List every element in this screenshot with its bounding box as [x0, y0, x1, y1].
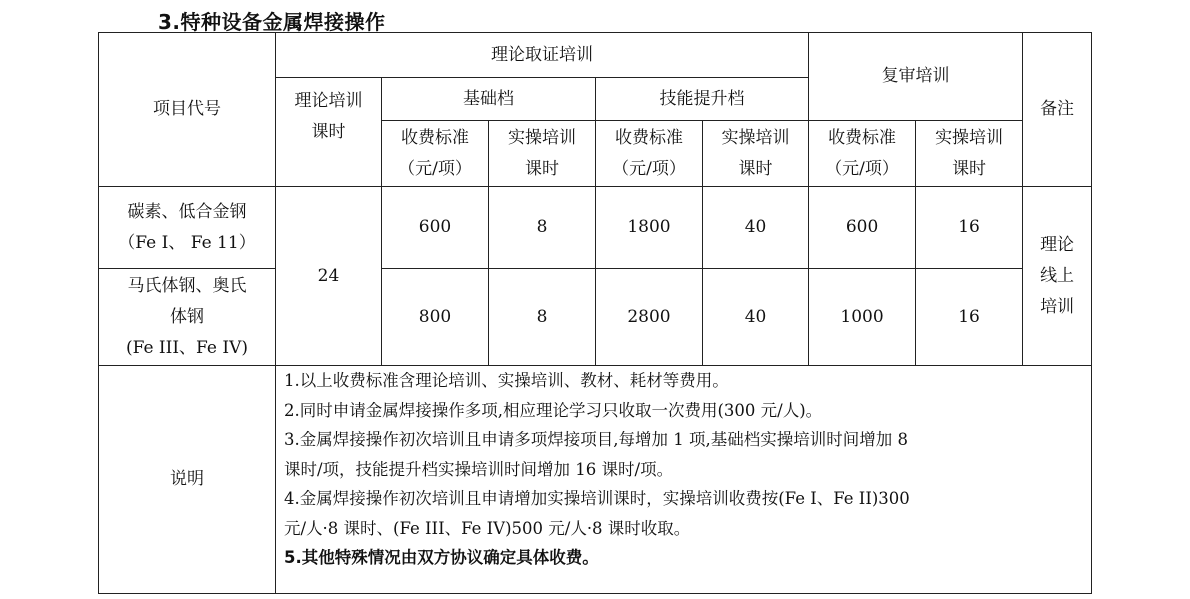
- fee-label-line2: （元/项）: [825, 158, 899, 179]
- practice-label-line1: 实操培训: [508, 127, 576, 148]
- theory-hours-line2: 课时: [311, 122, 346, 142]
- practice-label-line1: 实操培训: [721, 127, 790, 148]
- practice-label-line2: 课时: [952, 158, 987, 179]
- basic-hours-value: 8: [489, 269, 596, 366]
- header-review: 复审培训: [809, 33, 1023, 121]
- item-name-line: 马氏体钢、奥氏: [127, 275, 247, 296]
- header-remarks: 备注: [1023, 33, 1092, 187]
- fee-label-line1: 收费标准: [828, 127, 897, 148]
- item-name-line: 碳素、低合金钢: [127, 201, 247, 222]
- skill-fee-value: 1800: [596, 187, 703, 269]
- fee-label-line2: （元/项）: [398, 158, 472, 179]
- fee-table: [98, 32, 1092, 594]
- notes-cell: [276, 366, 1092, 594]
- note-line: 1.以上收费标准含理论培训、实操培训、教材、耗材等费用。: [284, 371, 729, 390]
- header-skill-fee: [596, 121, 703, 187]
- header-review-practice: [916, 121, 1023, 187]
- row-item-name: [99, 187, 276, 269]
- note-line: 4.金属焊接操作初次培训且申请增加实操培训课时，实操培训收费按(Fe I、Fe II)300: [284, 489, 910, 508]
- remark-line: 理论: [1040, 234, 1075, 255]
- review-hours-value: 16: [916, 187, 1023, 269]
- notes-label: 说明: [99, 366, 276, 594]
- note-line: 3.金属焊接操作初次培训且申请多项焊接项目,每增加 1 项,基础档实操培训时间增加 8: [284, 430, 908, 449]
- section-heading: 3.特种设备金属焊接操作: [158, 10, 386, 34]
- header-basic-level: 基础档: [382, 78, 596, 121]
- header-skill-level: 技能提升档: [596, 78, 809, 121]
- skill-hours-value: 40: [703, 187, 809, 269]
- basic-fee-value: 600: [382, 187, 489, 269]
- skill-hours-value: 40: [703, 269, 809, 366]
- item-name-line: 体钢: [170, 306, 204, 327]
- review-fee-value: 600: [809, 187, 916, 269]
- header-theory-hours: [276, 78, 382, 187]
- note-line: 2.同时申请金属焊接操作多项,相应理论学习只收取一次费用(300 元/人)。: [284, 400, 823, 420]
- practice-label-line2: 课时: [738, 158, 773, 179]
- remark-cell: [1023, 187, 1092, 366]
- table-row: [99, 187, 1092, 269]
- fee-label-line2: （元/项）: [612, 158, 686, 179]
- header-item-code: 项目代号: [99, 33, 276, 187]
- header-basic-fee: [382, 121, 489, 187]
- review-hours-value: 16: [916, 269, 1023, 366]
- row-item-name: [99, 269, 276, 366]
- header-skill-practice: [703, 121, 809, 187]
- fee-label-line1: 收费标准: [615, 127, 683, 148]
- remark-line: 培训: [1040, 296, 1075, 317]
- header-review-fee: [809, 121, 916, 187]
- practice-label-line1: 实操培训: [935, 127, 1004, 148]
- basic-hours-value: 8: [489, 187, 596, 269]
- theory-hours-line1: 理论培训: [294, 91, 363, 111]
- item-name-line: (Fe III、Fe IV): [125, 337, 249, 358]
- table-row: [99, 269, 1092, 366]
- note-line: 课时/项，技能提升档实操培训时间增加 16 课时/项。: [284, 459, 674, 479]
- fee-label-line1: 收费标准: [401, 127, 469, 148]
- skill-fee-value: 2800: [596, 269, 703, 366]
- practice-label-line2: 课时: [525, 158, 559, 179]
- header-theory-cert: 理论取证培训: [276, 33, 809, 78]
- item-name-line: （Fe Ⅰ、 Fe 11）: [118, 232, 256, 253]
- remark-line: 线上: [1040, 265, 1075, 286]
- basic-fee-value: 800: [382, 269, 489, 366]
- theory-hours-value: 24: [276, 187, 382, 366]
- header-basic-practice: [489, 121, 596, 187]
- note-line-bold: 5.其他特殊情况由双方协议确定具体收费。: [284, 548, 599, 567]
- note-line: 元/人·8 课时、(Fe III、Fe IV)500 元/人·8 课时收取。: [284, 518, 691, 538]
- notes-row: [99, 366, 1092, 594]
- review-fee-value: 1000: [809, 269, 916, 366]
